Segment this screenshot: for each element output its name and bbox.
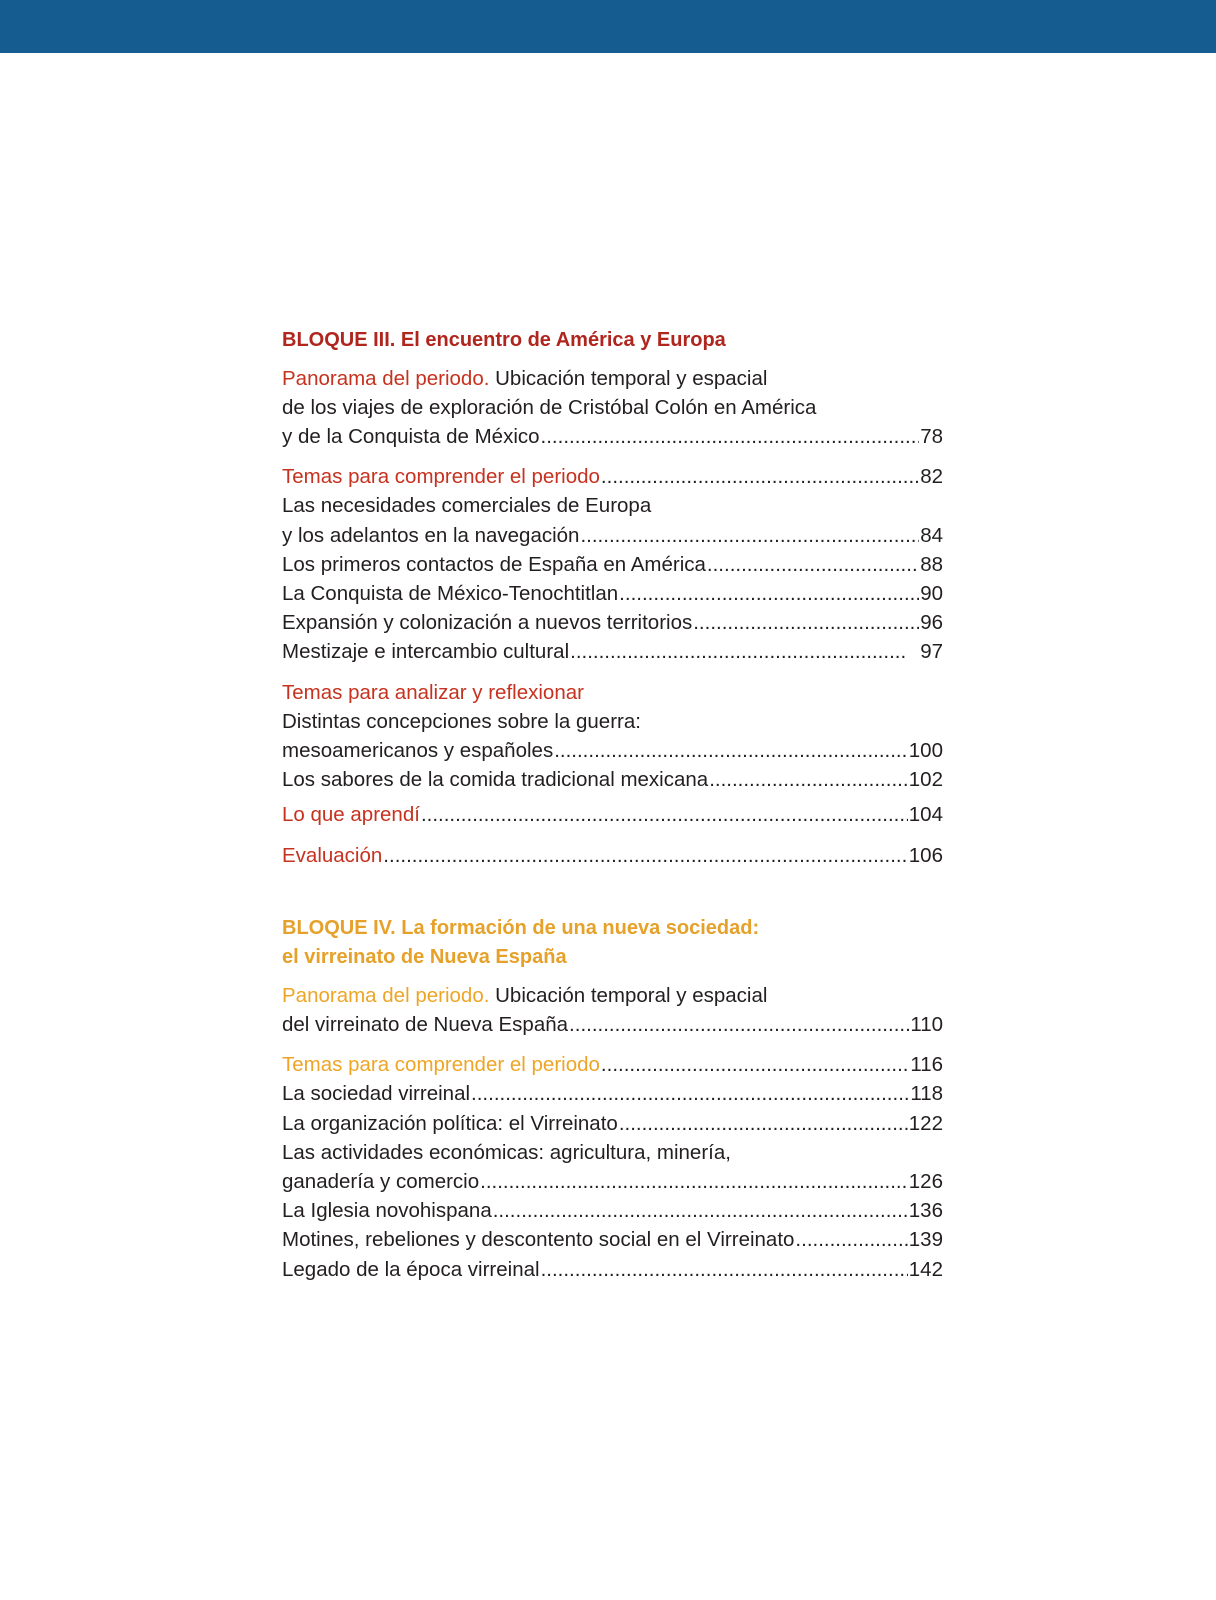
page-number: 122 xyxy=(908,1111,943,1135)
leader-dots xyxy=(554,736,908,765)
toc-entry[interactable]: La sociedad virreinal ..... 118 xyxy=(282,1079,943,1108)
page-number: 84 xyxy=(920,523,943,547)
page-number: 116 xyxy=(910,1053,943,1077)
toc-entry[interactable]: Legado de la época virreinal ..... 142 xyxy=(282,1255,943,1284)
toc-entry[interactable]: Los primeros contactos de España en América ..... 88 xyxy=(282,550,943,579)
page-number: 118 xyxy=(910,1082,943,1106)
leader-dots xyxy=(707,550,919,579)
leader-dots xyxy=(383,841,907,870)
page-number: 104 xyxy=(908,803,943,827)
leader-dots xyxy=(541,1255,908,1284)
bloque-iv-panorama xyxy=(282,981,943,1039)
panorama-text-line2: de los viajes de exploración de Cristóbal Colón en América xyxy=(282,395,817,419)
toc-entry-line1: Distintas concepciones sobre la guerra: xyxy=(282,709,641,733)
page-number: 78 xyxy=(920,424,943,448)
page-number: 102 xyxy=(908,768,943,792)
toc-entry[interactable]: ganadería y comercio ..... 126 xyxy=(282,1167,943,1196)
toc-entry-line1: Las actividades económicas: agricultura, minería, xyxy=(282,1140,731,1164)
leader-dots xyxy=(709,765,908,794)
toc-entry[interactable]: La Conquista de México-Tenochtitlan ..... 90 xyxy=(282,579,943,608)
section-label: Temas para analizar y reflexionar xyxy=(282,680,584,704)
page-number: 100 xyxy=(908,738,943,762)
leader-dots xyxy=(569,1010,909,1039)
bloque-iii-evaluacion xyxy=(282,841,943,870)
bloque-iii-panorama xyxy=(282,364,943,452)
toc-entry[interactable]: La Iglesia novohispana ..... 136 xyxy=(282,1196,943,1225)
page-number: 142 xyxy=(908,1257,943,1281)
toc-entry[interactable]: Evaluación ..... 106 xyxy=(282,841,943,870)
leader-dots xyxy=(601,462,919,491)
panorama-label: Panorama del periodo. xyxy=(282,366,490,390)
bloque-iv-title: BLOQUE IV. La formación de una nueva sociedad: el virreinato de Nueva España xyxy=(282,916,760,969)
panorama-text: Ubicación temporal y espacial xyxy=(489,366,768,390)
leader-dots xyxy=(471,1079,909,1108)
leader-dots xyxy=(601,1050,909,1079)
toc-entry[interactable]: y de la Conquista de México ..... 78 xyxy=(282,422,943,451)
toc-entry-line1: Las necesidades comerciales de Europa xyxy=(282,494,652,518)
leader-dots xyxy=(421,800,908,829)
bloque-iii-title: BLOQUE III. El encuentro de América y Europa xyxy=(282,329,726,351)
bloque-iii-temas-analizar xyxy=(282,678,943,795)
bloque-iii xyxy=(282,326,943,870)
header-bar xyxy=(0,0,1216,53)
page-number: 90 xyxy=(920,581,943,605)
toc-entry[interactable]: Mestizaje e intercambio cultural ..... 97 xyxy=(282,637,943,666)
bloque-iv xyxy=(282,914,943,1284)
toc-entry[interactable]: Los sabores de la comida tradicional mexicana ..... 102 xyxy=(282,765,943,794)
toc-entry[interactable]: Motines, rebeliones y descontento social en el Virreinato ..... 139 xyxy=(282,1225,943,1254)
leader-dots xyxy=(693,608,919,637)
page-number: 97 xyxy=(908,640,943,664)
leader-dots xyxy=(580,521,919,550)
leader-dots xyxy=(493,1196,908,1225)
leader-dots xyxy=(795,1225,907,1254)
toc-entry[interactable]: Expansión y colonización a nuevos territorios ..... 96 xyxy=(282,608,943,637)
toc-entry[interactable]: Temas para comprender el periodo ..... 116 xyxy=(282,1050,943,1079)
leader-dots xyxy=(570,637,908,666)
page-number: 136 xyxy=(908,1199,943,1223)
toc-entry[interactable]: del virreinato de Nueva España ..... 110 xyxy=(282,1010,943,1039)
panorama-label: Panorama del periodo. xyxy=(282,983,490,1007)
toc-entry[interactable]: Temas para comprender el periodo ..... 82 xyxy=(282,462,943,491)
toc-entry[interactable]: Lo que aprendí ..... 104 xyxy=(282,800,943,829)
leader-dots xyxy=(480,1167,908,1196)
panorama-text: Ubicación temporal y espacial xyxy=(489,983,768,1007)
bloque-iii-temas-comprender xyxy=(282,462,943,666)
table-of-contents xyxy=(282,326,943,1284)
leader-dots xyxy=(619,579,919,608)
leader-dots xyxy=(619,1109,908,1138)
bloque-iv-temas-comprender xyxy=(282,1050,943,1284)
bloque-iii-lo-que-aprendi xyxy=(282,800,943,829)
page-number: 110 xyxy=(910,1012,943,1036)
toc-entry[interactable]: La organización política: el Virreinato ..... 122 xyxy=(282,1109,943,1138)
page-number: 126 xyxy=(908,1169,943,1193)
toc-entry[interactable]: mesoamericanos y españoles ..... 100 xyxy=(282,736,943,765)
page-number: 96 xyxy=(920,611,943,635)
page-number: 106 xyxy=(908,843,943,867)
toc-entry[interactable]: y los adelantos en la navegación ..... 84 xyxy=(282,521,943,550)
leader-dots xyxy=(541,422,920,451)
page-number: 139 xyxy=(908,1228,943,1252)
page-number: 88 xyxy=(920,552,943,576)
page-number: 82 xyxy=(920,465,943,489)
